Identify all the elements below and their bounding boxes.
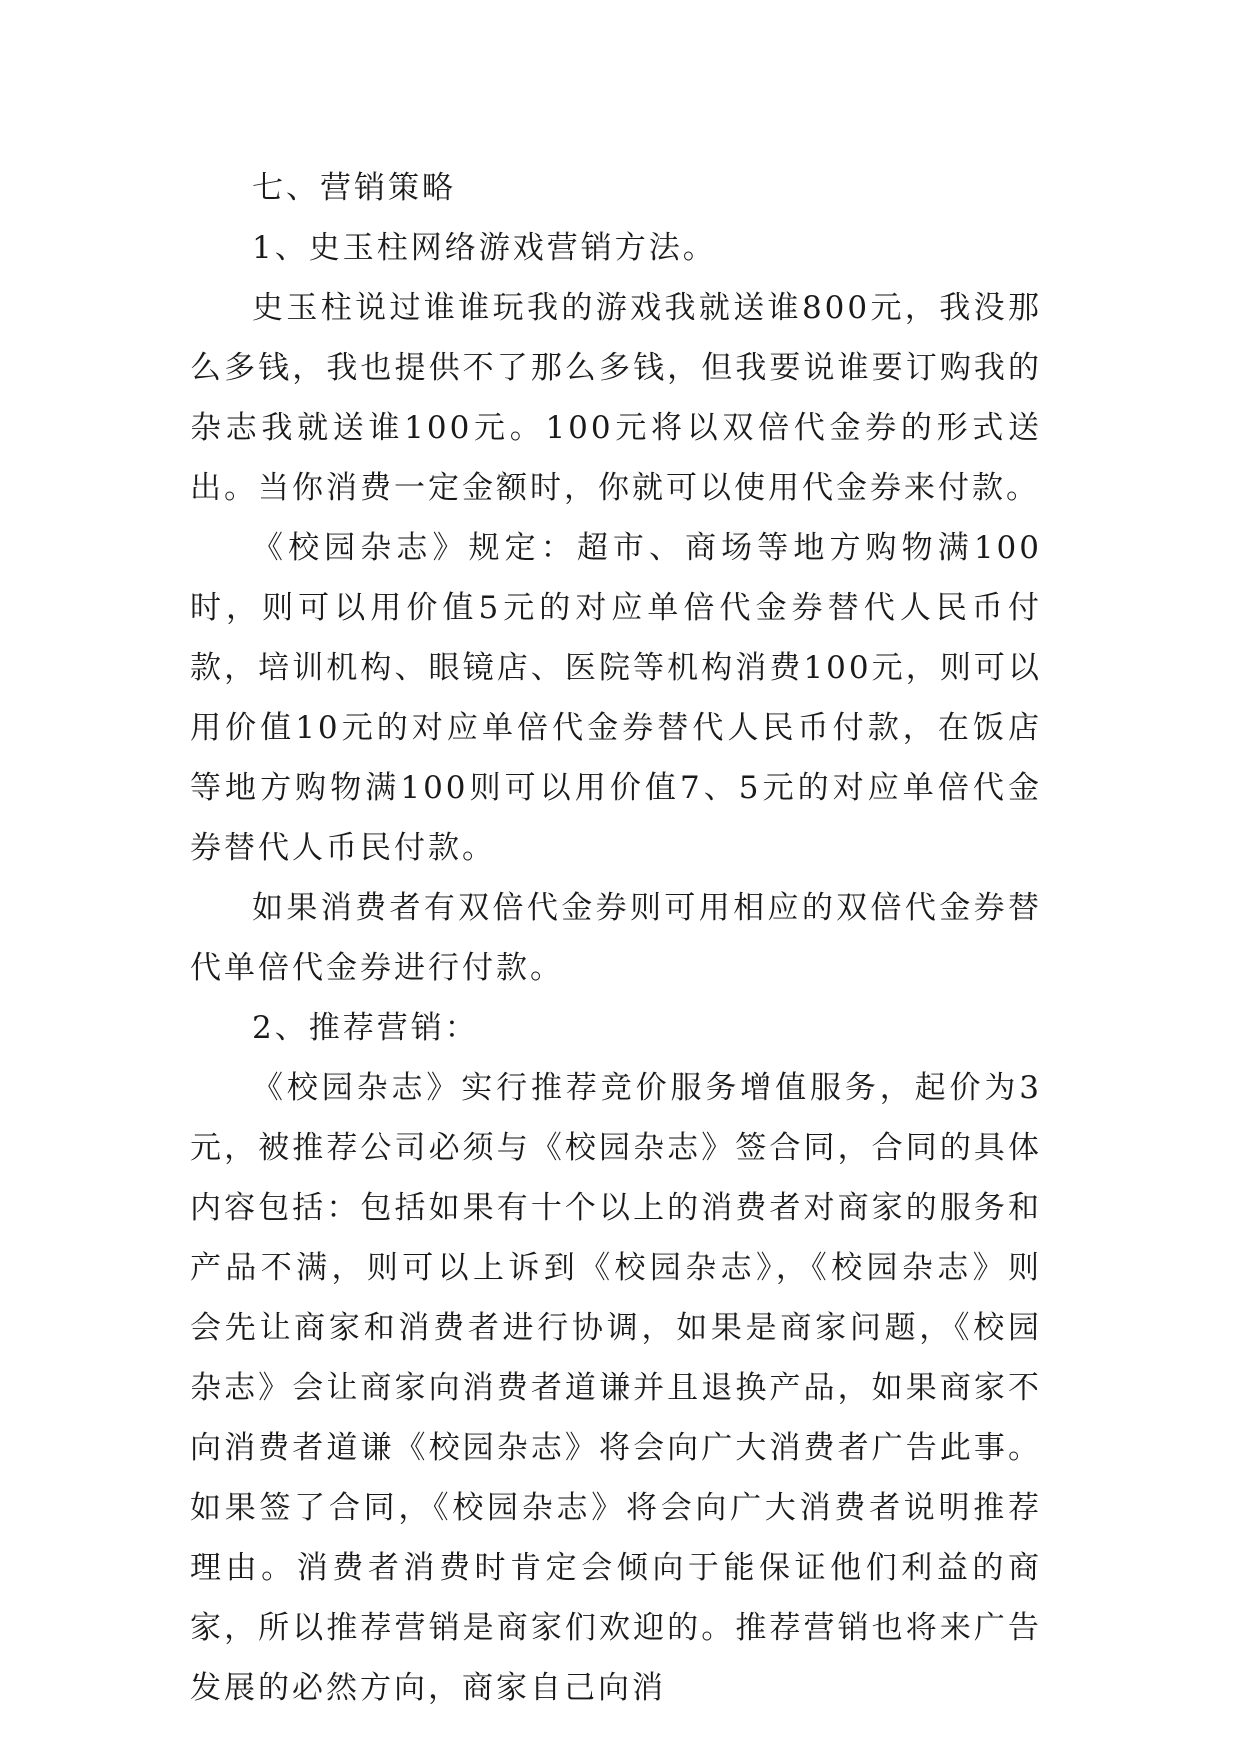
- paragraph-1: 史玉柱说过谁谁玩我的游戏我就送谁800元，我没那么多钱，我也提供不了那么多钱，但我要说谁要订购我的杂志我就送谁100元。100元将以双倍代金券的形式送出。当你消费一定金额时，你就可以使用代金券来付款。: [190, 290, 1042, 506]
- section-heading: 七、营销策略: [252, 170, 456, 206]
- paragraph-2: 《校园杂志》规定：超市、商场等地方购物满100时，则可以用价值5元的对应单倍代金券替代人民币付款，培训机构、眼镜店、医院等机构消费100元，则可以用价值10元的对应单倍代金券替代人民币付款，在饭店等地方购物满100则可以用价值7、5元的对应单倍代金券替代人币民付款。: [190, 530, 1042, 866]
- paragraph-4: 《校园杂志》实行推荐竞价服务增值服务，起价为3元，被推荐公司必须与《校园杂志》签合同，合同的具体内容包括：包括如果有十个以上的消费者对商家的服务和产品不满，则可以上诉到《校园杂志》，《校园杂志》则会先让商家和消费者进行协调，如果是商家问题，《校园杂志》会让商家向消费者道谦并且退换产品，如果商家不向消费者道谦《校园杂志》将会向广大消费者广告此事。如果签了合同，《校园杂志》将会向广大消费者说明推荐理由。消费者消费时肯定会倾向于能保证他们利益的商家，所以推荐营销是商家们欢迎的。推荐营销也将来广告发展的必然方向，商家自己向消: [190, 1070, 1042, 1706]
- document-body: [190, 158, 1042, 1718]
- paragraph-3: 如果消费者有双倍代金券则可用相应的双倍代金券替代单倍代金券进行付款。: [190, 890, 1042, 986]
- subsection-heading-1: 1、史玉柱网络游戏营销方法。: [252, 230, 717, 266]
- subsection-heading-2: 2、推荐营销：: [252, 1010, 479, 1046]
